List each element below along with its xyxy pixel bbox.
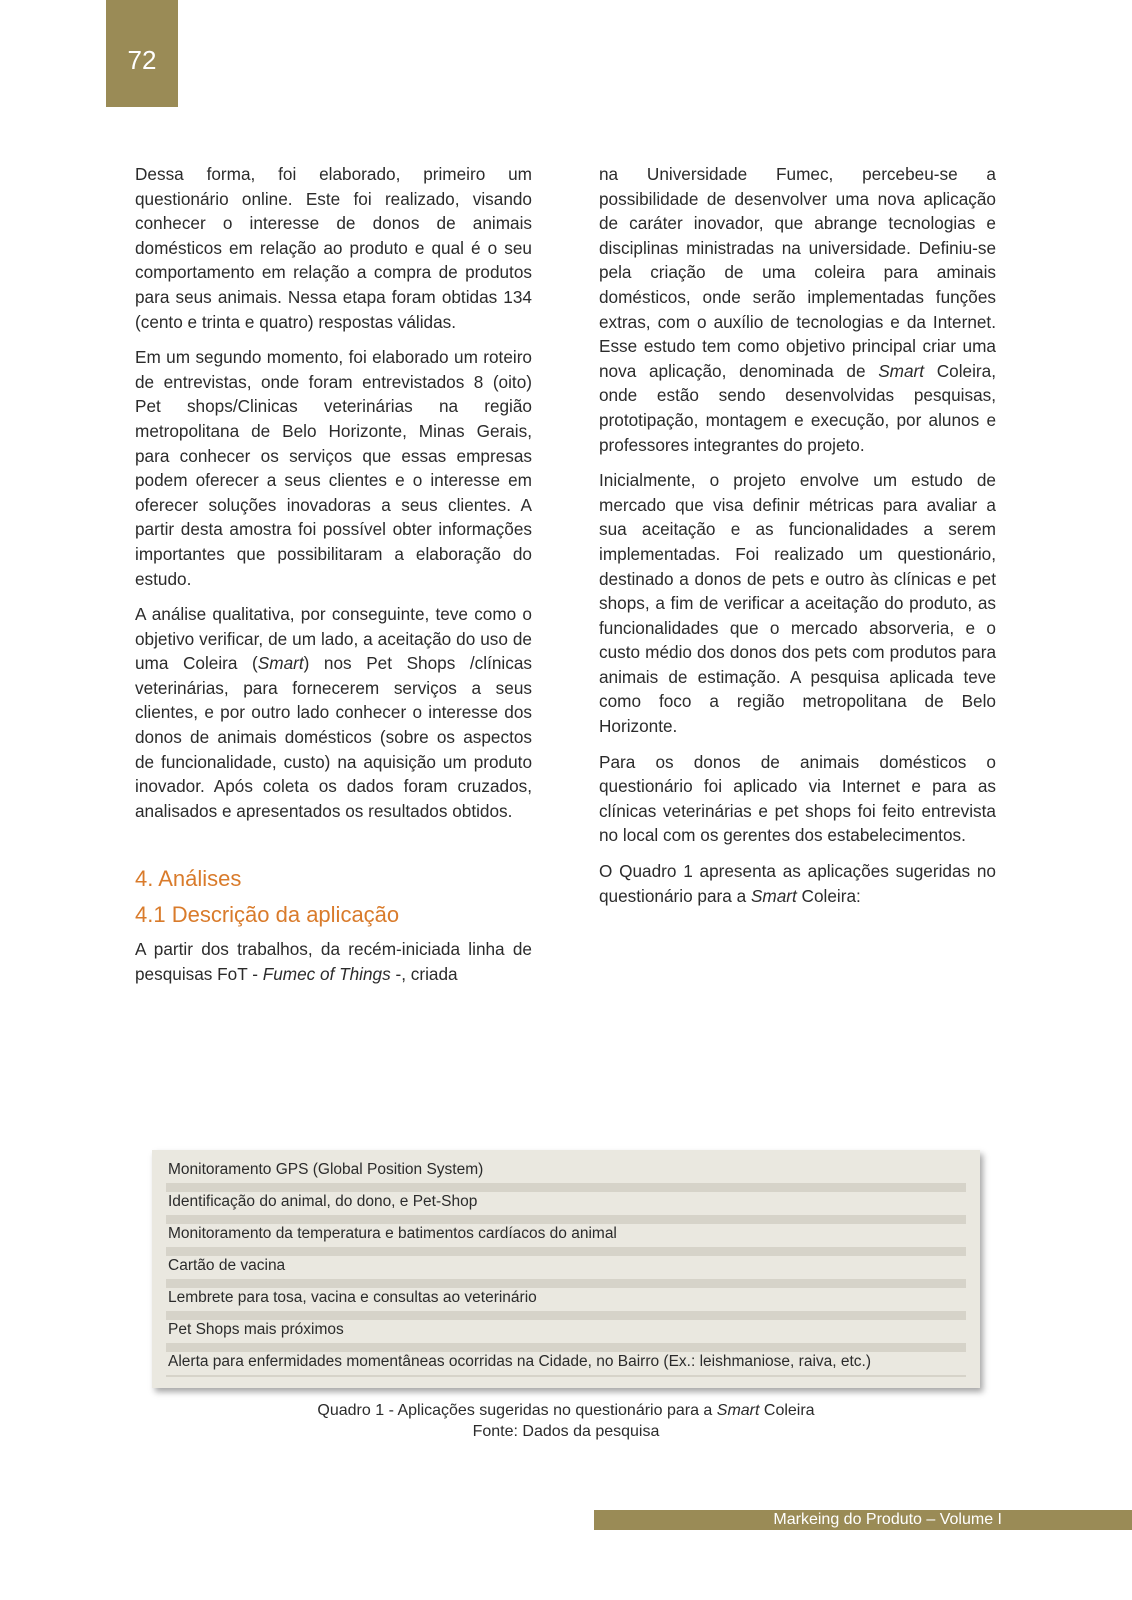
text-span: A partir dos trabalhos, da recém-iniciada linha de pesquisas FoT -: [135, 939, 532, 985]
text-span: O Quadro 1 apresenta as aplicações sugeridas no questionário para a: [599, 861, 996, 906]
table-row: Cartão de vacina: [166, 1253, 966, 1288]
subsection-heading: 4.1 Descrição da aplicação: [135, 902, 400, 928]
italic-term: Smart: [716, 1402, 760, 1419]
right-paragraph-3: Para os donos de animais domésticos o questionário foi aplicado via Internet e para as clínicas veterinárias e pet shops foi feito entrevista no local com os gerentes dos estabelecimentos.: [599, 751, 996, 846]
left-paragraph-1: Dessa forma, foi elaborado, primeiro um questionário online. Este foi realizado, visando conhecer o interesse de donos de animais domésticos em relação ao produto e qual é o seu comportamento em relação a compra de produtos para seus animais. Nessa etapa foram obtidas 134 (cento e trinta e quatro) respostas válidas.: [135, 164, 532, 332]
italic-term: Smart: [750, 885, 797, 906]
footer-bar: [594, 1510, 1132, 1530]
page-number-box: [106, 0, 178, 107]
right-paragraph-4: [599, 859, 996, 908]
left-paragraph-2: Em um segundo momento, foi elaborado um roteiro de entrevistas, onde foram entrevistados 8 (oito) Pet shops/Clinicas veterinárias na região metropolitana de Belo Horizonte, Minas Gerais, para conhecer os serviços que essas empresas podem oferecer a seus clientes e o interesse em oferecer soluções inovadoras a seus clientes. A partir desta amostra foi possível obter informações importantes que possibilitaram a elaboração do estudo.: [135, 347, 532, 589]
table-row: Lembrete para tosa, vacina e consultas ao veterinário: [166, 1285, 966, 1320]
italic-term: Smart: [878, 360, 925, 381]
right-paragraph-2: Inicialmente, o projeto envolve um estudo de mercado que visa definir métricas para avaliar a sua aceitação e as funcionalidades a serem implementadas. Foi realizado um questionário, destinado a donos de pets e outro às clínicas e pet shops, a fim de verificar a aceitação do produto, as funcionalidades que o mercado absorveria, e o custo médio dos donos dos pets com produtos para animais de estimação. A pesquisa aplicada teve como foco a região metropolitana de Belo Horizonte.: [599, 470, 996, 737]
text-span: Coleira, onde estão sendo desenvolvidas pesquisas, prototipação, montagem e execução, por alunos e professores integrantes do projeto.: [599, 360, 996, 455]
table-row: Monitoramento GPS (Global Position System): [166, 1157, 966, 1192]
text-span: ) nos Pet Shops /clínicas veterinárias, para fornecerem serviços a seus clientes, e por outro lado conhecer o interesse dos donos de animais domésticos (sobre os aspectos de funcionalidade, custo) na aquisição um produto inovador. Após coleta os dados foram cruzados, analisados e apresentados os resultados obtidos.: [135, 653, 532, 821]
caption-source: Fonte: Dados da pesquisa: [472, 1423, 660, 1440]
applications-table: [152, 1150, 980, 1388]
left-paragraph-3: [135, 602, 532, 823]
footer-text: Markeing do Produto – Volume I: [773, 1511, 1002, 1528]
caption-title: [0, 1400, 1132, 1421]
text-span: na Universidade Fumec, percebeu-se a possibilidade de desenvolver uma nova aplicação de caráter inovador, que abrange tecnologias e disciplinas ministradas na universidade. Definiu-se pela criação de uma coleira para aminais domésticos, onde serão implementadas funções extras, com o auxílio de tecnologias e da Internet. Esse estudo tem como objetivo principal criar uma nova aplicação, denominada de: [599, 164, 996, 381]
italic-term: Fumec of Things: [262, 964, 391, 985]
text-span: -, criada: [390, 964, 458, 985]
text-span: A análise qualitativa, por conseguinte, teve como o objetivo verificar, de um lado, a aceitação do uso de uma Coleira (: [135, 604, 532, 674]
page-number: 72: [127, 45, 157, 75]
left-paragraph-4: [135, 937, 532, 986]
section-heading: 4. Análises: [135, 866, 242, 892]
table-row: Identificação do animal, do dono, e Pet-Shop: [166, 1189, 966, 1224]
text-span: Quadro 1 - Aplicações sugeridas no questionário para a: [317, 1402, 717, 1419]
text-span: Coleira:: [796, 885, 861, 906]
text-span: Coleira: [759, 1402, 815, 1419]
italic-term: Smart: [257, 653, 304, 674]
right-paragraph-1: [599, 162, 996, 457]
right-column: [599, 162, 996, 919]
left-column: [135, 162, 532, 998]
table-caption: [0, 1400, 1132, 1442]
table-row: Alerta para enfermidades momentâneas ocorridas na Cidade, no Bairro (Ex.: leishmaniose, raiva, etc.): [166, 1349, 966, 1377]
table-row: Pet Shops mais próximos: [166, 1317, 966, 1352]
table-row: Monitoramento da temperatura e batimentos cardíacos do animal: [166, 1221, 966, 1256]
